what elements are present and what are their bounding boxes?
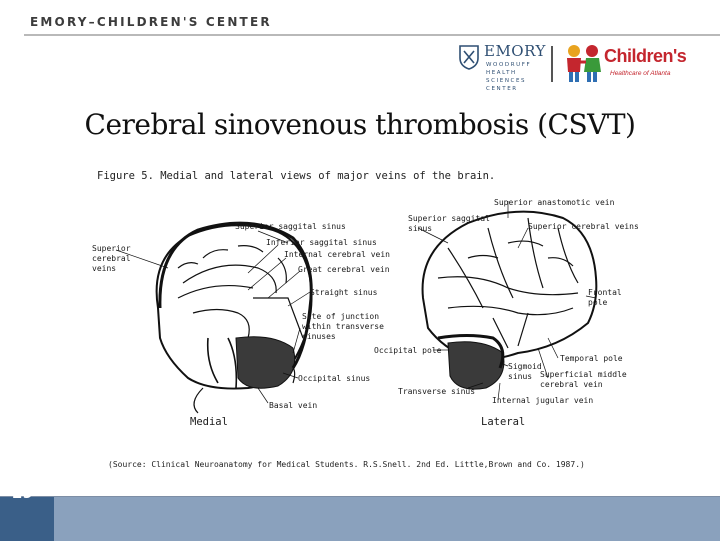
header-rule xyxy=(24,34,720,36)
label-internal-jugular-vein: Internal jugular vein xyxy=(492,396,594,405)
figure-source: (Source: Clinical Neuroanatomy for Medical Students. R.S.Snell. 2nd Ed. Little,Brown and Co. 1987.) xyxy=(108,460,585,469)
label-occipital-pole: Occipital pole xyxy=(374,346,442,355)
lateral-cerebellum xyxy=(448,342,504,389)
label-temporal-pole: Temporal pole xyxy=(560,354,623,363)
label-superior-sagittal-sinus-lateral: Superior saggital sinus xyxy=(408,214,490,233)
lateral-view-label: Lateral xyxy=(481,416,526,428)
emory-sub-2: HEALTH xyxy=(486,70,517,76)
childrens-subtitle: Healthcare of Atlanta xyxy=(610,70,671,77)
header-title: EMORY–CHILDREN'S CENTER xyxy=(30,15,272,29)
label-frontal-pole: Frontal pole xyxy=(588,288,622,307)
medial-view-label: Medial xyxy=(190,416,228,428)
label-superficial-middle-cerebral-vein: Superficial middle cerebral vein xyxy=(540,370,627,389)
label-internal-cerebral-vein: Internal cerebral vein xyxy=(284,250,390,259)
footer-number-box xyxy=(0,496,54,541)
label-sigmoid-sinus: Sigmoid sinus xyxy=(508,362,542,381)
emory-logo xyxy=(456,42,548,94)
childrens-logo xyxy=(562,40,687,86)
brain-veins-figure xyxy=(88,188,639,450)
label-superior-sagittal-sinus-medial: Superior saggital sinus xyxy=(235,222,346,231)
label-great-cerebral-vein: Great cerebral vein xyxy=(298,265,390,274)
footer-bar xyxy=(0,496,720,541)
childrens-wordmark: Children's xyxy=(604,46,687,66)
label-site-of-junction: Site of junction within transverse sinuses xyxy=(302,312,384,341)
label-superior-cerebral-veins-medial: Superior cerebral veins xyxy=(92,244,131,273)
label-occipital-sinus: Occipital sinus xyxy=(298,374,371,383)
childrens-figures-icon xyxy=(562,42,606,84)
medial-cerebellum xyxy=(236,337,295,388)
figure-caption: Figure 5. Medial and lateral views of major veins of the brain. xyxy=(97,170,496,182)
label-superior-anastomotic-vein: Superior anastomotic vein xyxy=(494,198,615,207)
label-inferior-sagittal-sinus: Inferior saggital sinus xyxy=(266,238,377,247)
logo-divider xyxy=(551,46,553,82)
label-straight-sinus: Straight sinus xyxy=(310,288,378,297)
slide-number: 29 xyxy=(12,484,33,502)
emory-sub-1: WOODRUFF xyxy=(486,62,532,68)
label-transverse-sinus: Transverse sinus xyxy=(398,387,476,396)
emory-sub-4: CENTER xyxy=(486,86,518,92)
label-basal-vein: Basal vein xyxy=(269,401,318,410)
emory-sub-3: SCIENCES xyxy=(486,78,527,84)
emory-wordmark: EMORY xyxy=(484,42,546,60)
slide-title: Cerebral sinovenous thrombosis (CSVT) xyxy=(84,108,636,141)
emory-shield-icon xyxy=(458,44,480,70)
label-superior-cerebral-veins-lateral: Superior cerebral veins xyxy=(528,222,639,231)
